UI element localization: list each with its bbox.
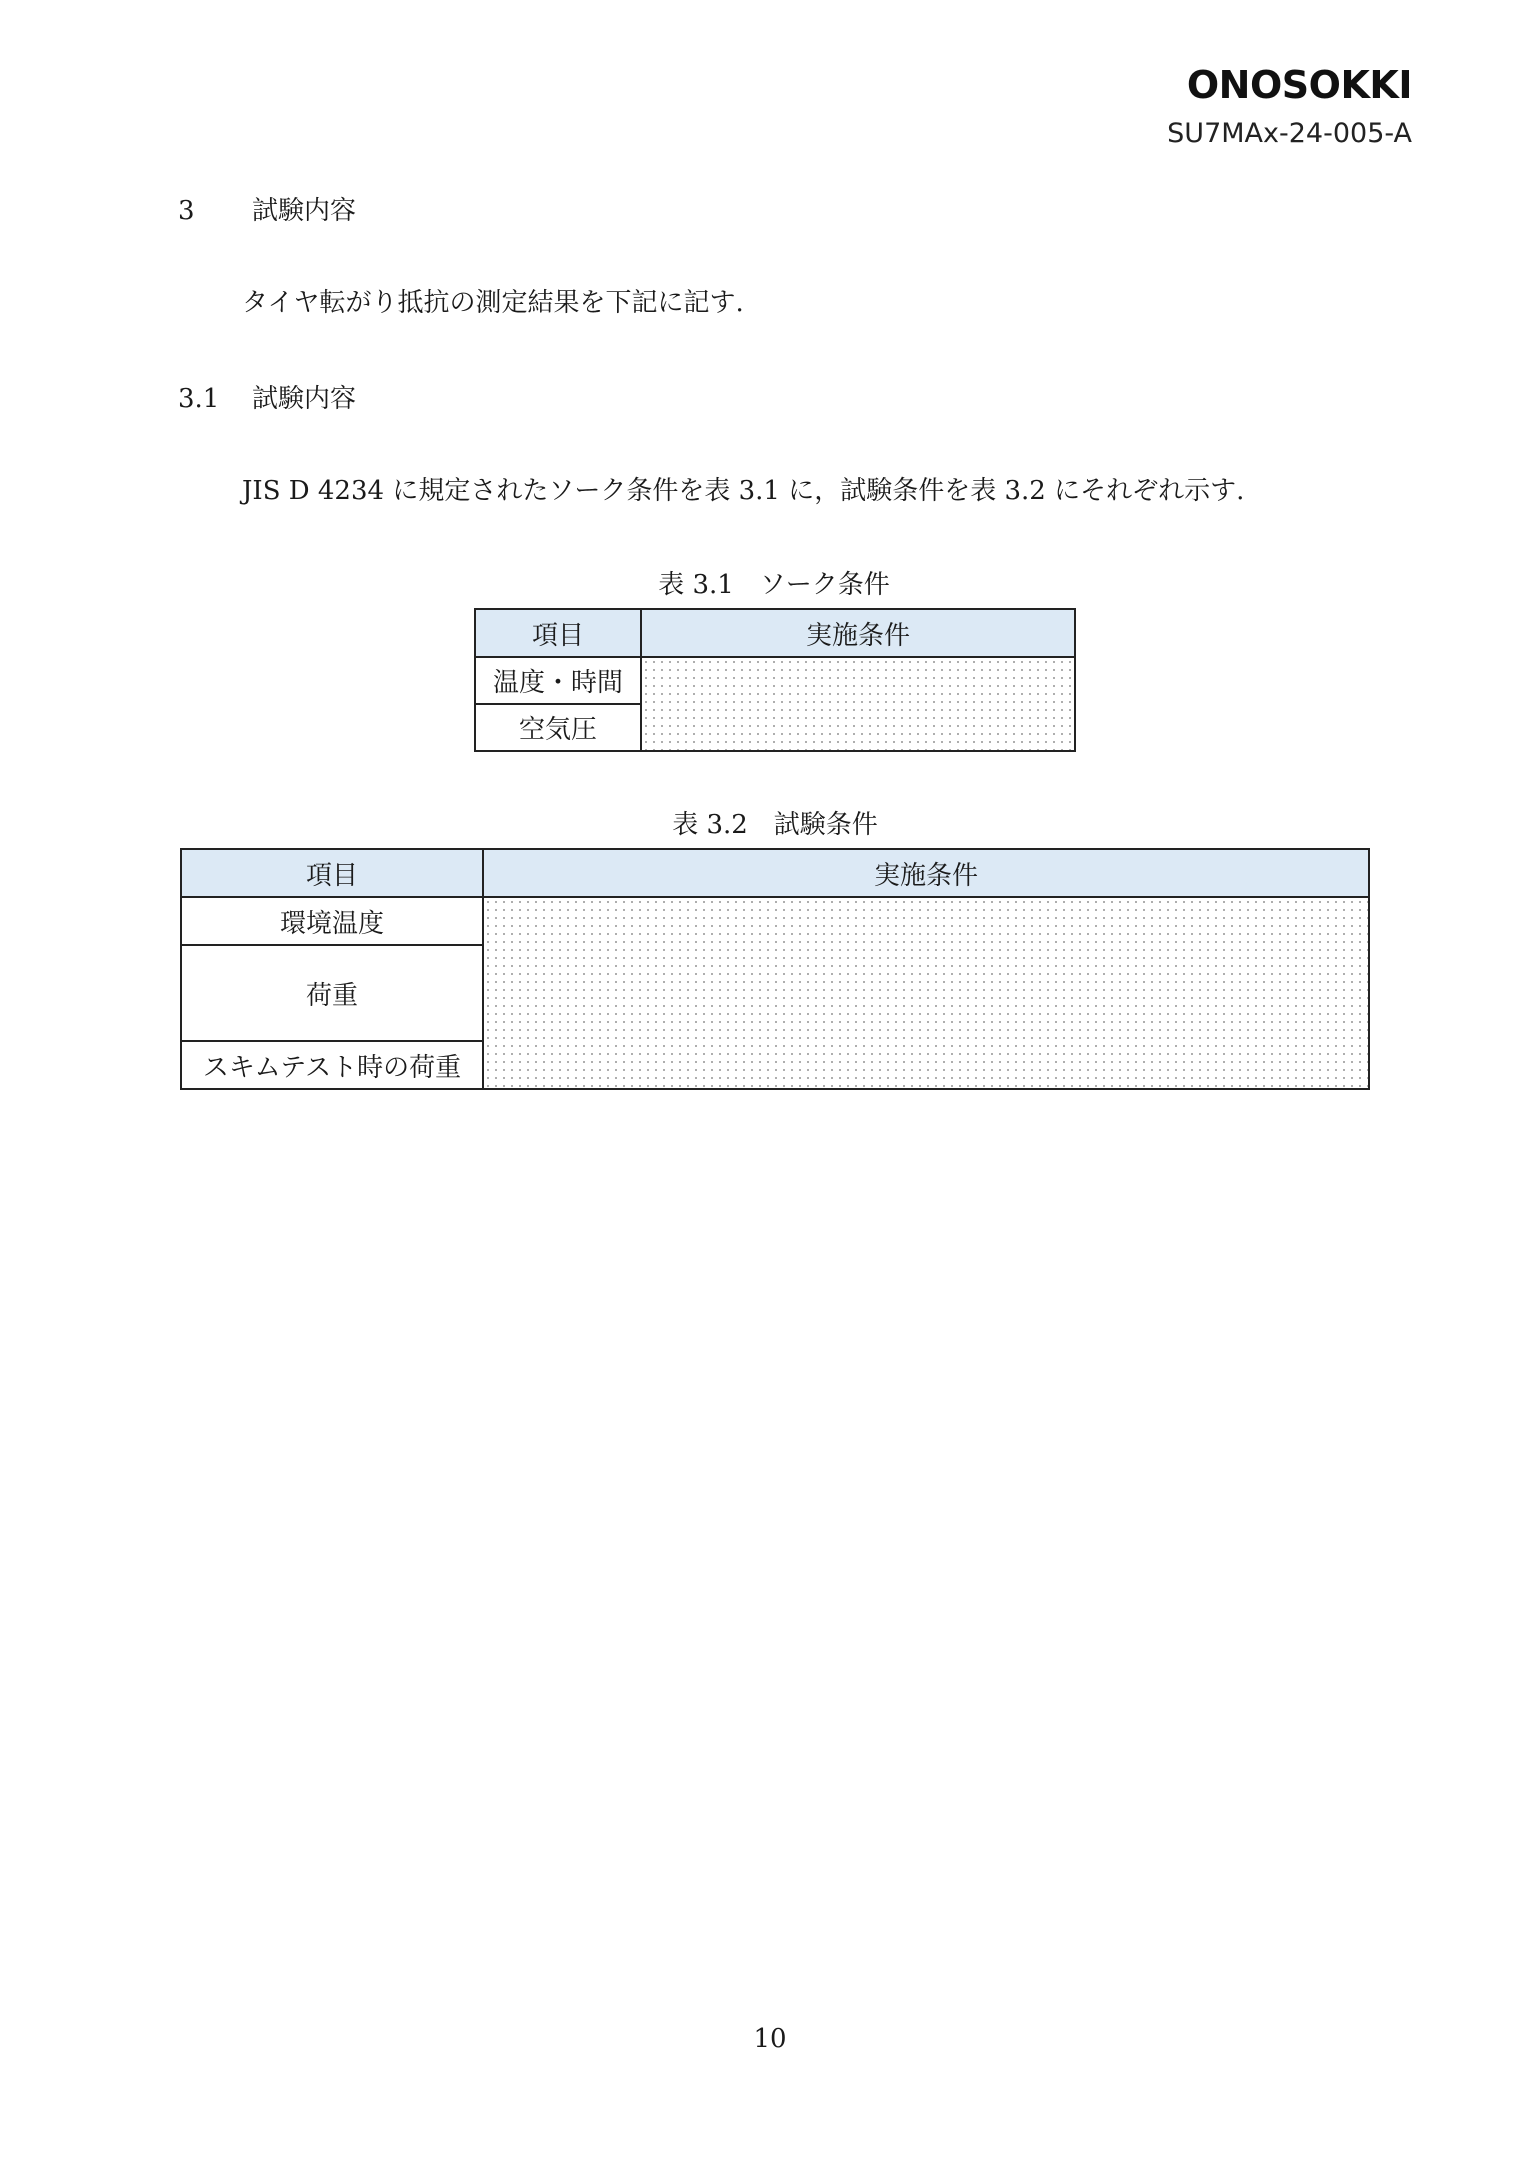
table-row	[475, 657, 1075, 704]
table-row	[181, 897, 1369, 945]
table-3-2-caption: 表 3.2 試験条件	[672, 810, 878, 840]
section-number: 3.1	[178, 384, 220, 414]
section-number: 3	[178, 196, 195, 226]
section-3-heading	[178, 198, 356, 224]
section-title: 試験内容	[252, 384, 357, 414]
section-3-1-body: JIS D 4234 に規定されたソーク条件を表 3.1 に，試験条件を表 3.2 にそれぞれ示す.	[242, 476, 1245, 506]
test-conditions-table	[180, 848, 1370, 1090]
table-3-1-caption: 表 3.1 ソーク条件	[658, 570, 890, 600]
table-header-row	[475, 609, 1075, 657]
document-number: SU7MAx-24-005-A	[1167, 118, 1412, 149]
column-header-item: 項目	[181, 849, 483, 897]
table-header-row	[181, 849, 1369, 897]
page-number: 10	[753, 2024, 787, 2054]
company-logo: ONOSOKKI	[1186, 63, 1412, 107]
row-label: スキムテスト時の荷重	[181, 1041, 483, 1089]
soak-conditions-table	[474, 608, 1076, 752]
condition-value-cell	[641, 657, 1075, 751]
row-label: 温度・時間	[475, 657, 641, 704]
column-header-item: 項目	[475, 609, 641, 657]
section-3-body: タイヤ転がり抵抗の測定結果を下記に記す.	[242, 288, 744, 318]
row-label: 環境温度	[181, 897, 483, 945]
row-label: 空気圧	[475, 704, 641, 751]
column-header-condition: 実施条件	[641, 609, 1075, 657]
condition-value-cell	[483, 897, 1369, 1089]
section-title: 試験内容	[252, 196, 357, 226]
row-label: 荷重	[181, 945, 483, 1041]
section-3-1-heading	[178, 386, 356, 412]
column-header-condition: 実施条件	[483, 849, 1369, 897]
